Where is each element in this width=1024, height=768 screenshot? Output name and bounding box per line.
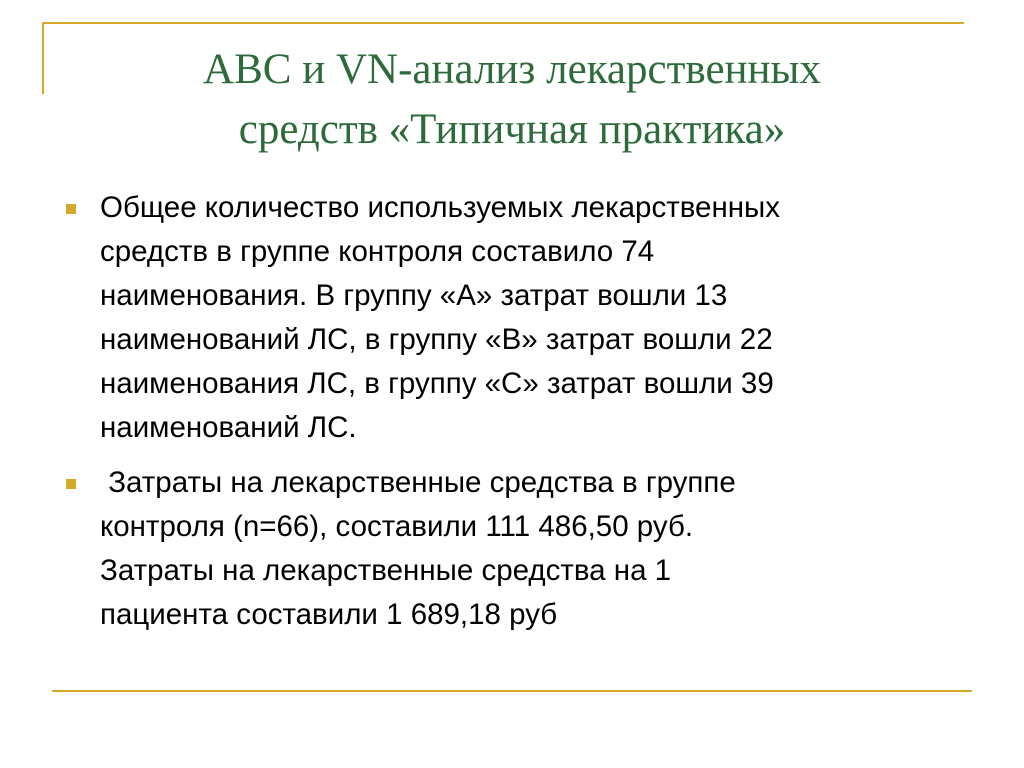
bullet-1-line-3: наименования. В группу «А» затрат вошли 13 [100,279,728,312]
bullet-item-control-group-count [66,186,966,450]
bullet-1-line-6: наименований ЛС. [100,411,357,444]
top-accent-line [42,22,964,24]
bullet-2-line-3: Затраты на лекарственные средства на 1 [100,554,672,587]
slide-title-line-2: средств «Типичная практика» [238,106,786,153]
slide-title-line-1: ABC и VN-анализ лекарственных [203,46,821,93]
square-bullet-icon [66,479,76,489]
bullet-list [66,186,966,637]
slide-title [60,40,964,160]
bullet-2-line-4: пациента составили 1 689,18 руб [100,598,558,631]
bottom-accent-line [52,690,972,692]
bullet-2-line-2: контроля (n=66), составили 111 486,50 руб. [100,510,694,543]
bullet-1-line-2: средств в группе контроля составило 74 [100,235,655,268]
bullet-1-line-1: Общее количество используемых лекарственных [100,191,780,224]
bullet-item-control-group-costs [66,461,966,637]
bullet-1-line-4: наименований ЛС, в группу «В» затрат вошли 22 [100,323,773,356]
bullet-2-line-1: Затраты на лекарственные средства в группе [100,466,736,499]
square-bullet-icon [66,204,76,214]
left-accent-line [42,22,44,94]
bullet-1-line-5: наименования ЛС, в группу «С» затрат вошли 39 [100,367,774,400]
